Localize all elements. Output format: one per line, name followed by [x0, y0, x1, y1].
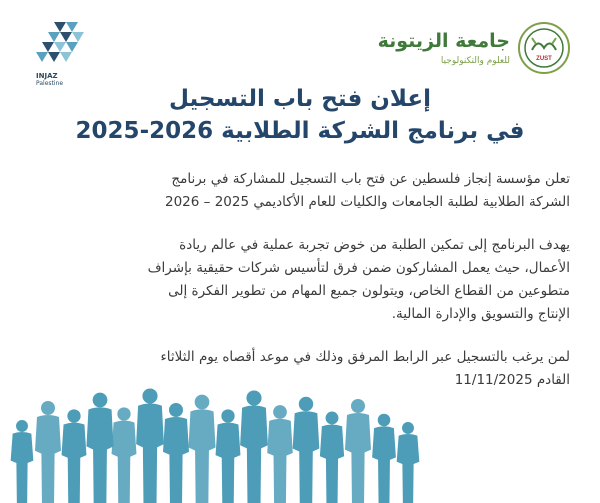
- paragraph-line: تعلن مؤسسة إنجاز فلسطين عن فتح باب التسجيل للمشاركة في برنامج: [171, 171, 570, 187]
- injaz-sub: Palestine: [36, 80, 64, 87]
- person-figure: [188, 395, 215, 503]
- person-figure: [35, 401, 61, 503]
- injaz-mark-icon: [36, 22, 86, 70]
- person-figure: [397, 422, 420, 503]
- paragraph-line: الشركة الطلابية لطلبة الجامعات والكليات للعام الأكاديمي 2025 – 2026: [165, 194, 570, 210]
- person-figure: [372, 414, 396, 503]
- person-figure: [112, 407, 137, 503]
- paragraph-line: الأعمال، حيث يعمل المشاركون ضمن فرق لتأسيس شركات حقيقية بإشراف: [147, 260, 570, 276]
- paragraph-line: لمن يرغب بالتسجيل عبر الرابط المرفق وذلك في موعد أقصاه يوم الثلاثاء: [160, 349, 570, 365]
- person-figure: [240, 390, 268, 503]
- seal-text: ZUST: [536, 56, 552, 62]
- paragraph-intro: [30, 168, 570, 214]
- university-subtitle: للعلوم والتكنولوجيا: [440, 56, 510, 66]
- person-figure: [86, 393, 113, 503]
- injaz-name: INJAZ: [36, 72, 58, 80]
- person-figure: [216, 409, 241, 503]
- person-figure: [293, 397, 320, 503]
- person-figure: [11, 420, 34, 503]
- paragraph-line: يهدف البرنامج إلى تمكين الطلبة من خوض تجربة عملية في عالم ريادة: [179, 237, 570, 253]
- zaytoonah-logo: [377, 20, 572, 80]
- title-line-2: في برنامج الشركة الطلابية 2026-2025: [75, 118, 525, 144]
- person-figure: [267, 405, 293, 503]
- person-figure: [320, 412, 344, 503]
- university-name: جامعة الزيتونة: [377, 30, 510, 52]
- title-line-1: إعلان فتح باب التسجيل: [169, 86, 431, 112]
- person-figure: [345, 399, 371, 503]
- person-figure: [163, 403, 189, 503]
- paragraph-line: الإنتاج والتسويق والإدارة المالية.: [391, 306, 570, 322]
- person-figure: [136, 388, 164, 503]
- paragraph-goal: [30, 234, 570, 326]
- university-seal-icon: [516, 20, 572, 76]
- students-silhouette-icon: [0, 356, 430, 503]
- paragraph-line: القادم 11/11/2025: [454, 372, 570, 388]
- person-figure: [62, 409, 87, 503]
- paragraph-line: متطوعين من القطاع الخاص، ويتولون جميع المهام من تطوير الفكرة إلى: [168, 283, 570, 299]
